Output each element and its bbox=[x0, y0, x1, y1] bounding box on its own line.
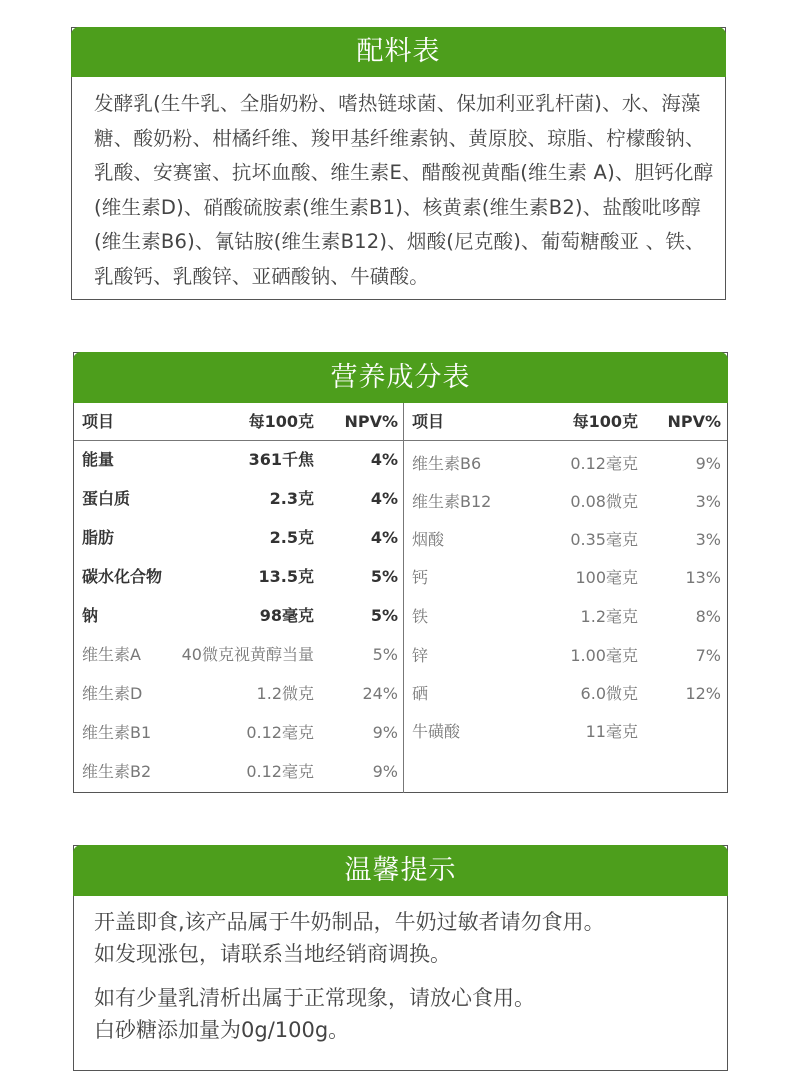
table-row bbox=[404, 445, 727, 483]
table-row bbox=[74, 441, 403, 479]
nutrient-amount: 0.12毫克 bbox=[246, 762, 314, 781]
table-row bbox=[404, 637, 727, 675]
nutrient-npv: 8% bbox=[695, 607, 721, 626]
header-per100: 每100克 bbox=[572, 412, 638, 431]
ingredients-panel bbox=[71, 27, 726, 300]
table-row bbox=[74, 558, 403, 596]
table-row bbox=[404, 713, 727, 751]
nutrient-amount: 0.08微克 bbox=[570, 492, 638, 511]
tips-body bbox=[74, 896, 727, 1046]
nutrient-amount: 11毫克 bbox=[585, 722, 638, 741]
nutrient-name: 维生素B1 bbox=[82, 723, 152, 742]
tip-line: 开盖即食,该产品属于牛奶制品，牛奶过敏者请勿食用。 bbox=[94, 910, 605, 934]
nutrient-name: 铁 bbox=[412, 607, 429, 626]
nutrient-name: 维生素B6 bbox=[412, 454, 482, 473]
nutrition-panel bbox=[73, 352, 728, 793]
nutrient-amount: 0.35毫克 bbox=[570, 530, 638, 549]
nutrient-amount: 40微克视黄醇当量 bbox=[181, 645, 314, 664]
nutrient-name: 钠 bbox=[82, 606, 99, 625]
nutrient-amount: 1.2微克 bbox=[256, 684, 314, 703]
header-item: 项目 bbox=[412, 412, 445, 431]
nutrient-amount: 98毫克 bbox=[259, 606, 314, 625]
header-item: 项目 bbox=[82, 412, 115, 431]
nutrient-name: 维生素D bbox=[82, 684, 143, 703]
nutrient-npv: 13% bbox=[685, 568, 721, 587]
nutrient-npv: 4% bbox=[370, 528, 398, 547]
nutrient-npv: 7% bbox=[695, 646, 721, 665]
tip-line: 如有少量乳清析出属于正常现象，请放心食用。 bbox=[94, 986, 535, 1010]
nutrient-npv: 3% bbox=[695, 530, 721, 549]
nutrient-amount: 6.0微克 bbox=[580, 684, 638, 703]
header-per100: 每100克 bbox=[248, 412, 314, 431]
table-row bbox=[74, 480, 403, 518]
nutrient-npv: 12% bbox=[685, 684, 721, 703]
nutrient-name: 能量 bbox=[82, 450, 115, 469]
table-row bbox=[404, 598, 727, 636]
table-row bbox=[74, 597, 403, 635]
nutrient-npv: 4% bbox=[370, 489, 398, 508]
nutrient-npv: 9% bbox=[372, 762, 398, 781]
tips-panel bbox=[73, 845, 728, 1071]
nutrient-npv: 9% bbox=[695, 454, 721, 473]
table-row bbox=[74, 519, 403, 557]
nutrient-amount: 1.00毫克 bbox=[570, 646, 638, 665]
nutrient-name: 蛋白质 bbox=[82, 489, 131, 508]
table-row bbox=[404, 559, 727, 597]
table-row bbox=[74, 675, 403, 713]
nutrient-amount: 0.12毫克 bbox=[246, 723, 314, 742]
nutrient-npv: 3% bbox=[695, 492, 721, 511]
nutrient-amount: 1.2毫克 bbox=[580, 607, 638, 626]
nutrient-npv: 24% bbox=[362, 684, 398, 703]
table-row bbox=[74, 636, 403, 674]
nutrient-amount: 2.5克 bbox=[269, 528, 314, 547]
ingredients-text: 发酵乳(生牛乳、全脂奶粉、嗜热链球菌、保加利亚乳杆菌)、水、海藻糖、酸奶粉、柑橘纤维、羧甲基纤维素钠、黄原胶、琼脂、柠檬酸钠、乳酸、安赛蜜、抗坏血酸、维生素E、醋酸视黄酯(维生素 A)、胆钙化醇(维生素D)、硝酸硫胺素(维生素B1)、核黄素(维生素B2)、盐酸吡哆醇(维生素B6)、氰钴胺(维生素B12)、烟酸(尼克酸)、葡萄糖酸亚 、铁、乳酸钙、乳酸锌、亚硒酸钠、牛磺酸。 bbox=[94, 92, 714, 288]
nutrient-amount: 0.12毫克 bbox=[570, 454, 638, 473]
nutrient-amount: 13.5克 bbox=[258, 567, 314, 586]
nutrient-amount: 2.3克 bbox=[269, 489, 314, 508]
nutrition-table bbox=[74, 403, 727, 793]
table-row bbox=[404, 483, 727, 521]
header-npv: NPV% bbox=[344, 412, 398, 431]
nutrient-name: 维生素B12 bbox=[412, 492, 492, 511]
nutrient-name: 烟酸 bbox=[412, 530, 445, 549]
ingredients-title: 配料表 bbox=[71, 27, 726, 77]
nutrient-name: 维生素B2 bbox=[82, 762, 152, 781]
nutrient-name: 锌 bbox=[412, 646, 429, 665]
table-row bbox=[404, 521, 727, 559]
nutrient-name: 碳水化合物 bbox=[82, 567, 163, 586]
nutrient-amount: 100毫克 bbox=[575, 568, 638, 587]
table-row bbox=[404, 675, 727, 713]
nutrient-name: 钙 bbox=[412, 568, 429, 587]
nutrient-name: 硒 bbox=[412, 684, 429, 703]
nutrient-npv: 9% bbox=[372, 723, 398, 742]
nutrient-name: 脂肪 bbox=[82, 528, 115, 547]
nutrient-name: 维生素A bbox=[82, 645, 141, 664]
nutrient-name: 牛磺酸 bbox=[412, 722, 461, 741]
nutrient-npv: 4% bbox=[370, 450, 398, 469]
header-npv: NPV% bbox=[667, 412, 721, 431]
nutrient-npv: 5% bbox=[372, 645, 398, 664]
table-header bbox=[74, 403, 727, 441]
tip-line: 白砂糖添加量为0g/100g。 bbox=[94, 1018, 350, 1042]
table-row bbox=[74, 714, 403, 752]
nutrient-npv: 5% bbox=[370, 606, 398, 625]
nutrition-title: 营养成分表 bbox=[73, 352, 728, 403]
tip-line: 如发现涨包，请联系当地经销商调换。 bbox=[94, 942, 451, 966]
nutrient-npv: 5% bbox=[370, 567, 398, 586]
table-row bbox=[74, 753, 403, 791]
tips-title: 温馨提示 bbox=[73, 845, 728, 896]
nutrient-amount: 361千焦 bbox=[248, 450, 314, 469]
